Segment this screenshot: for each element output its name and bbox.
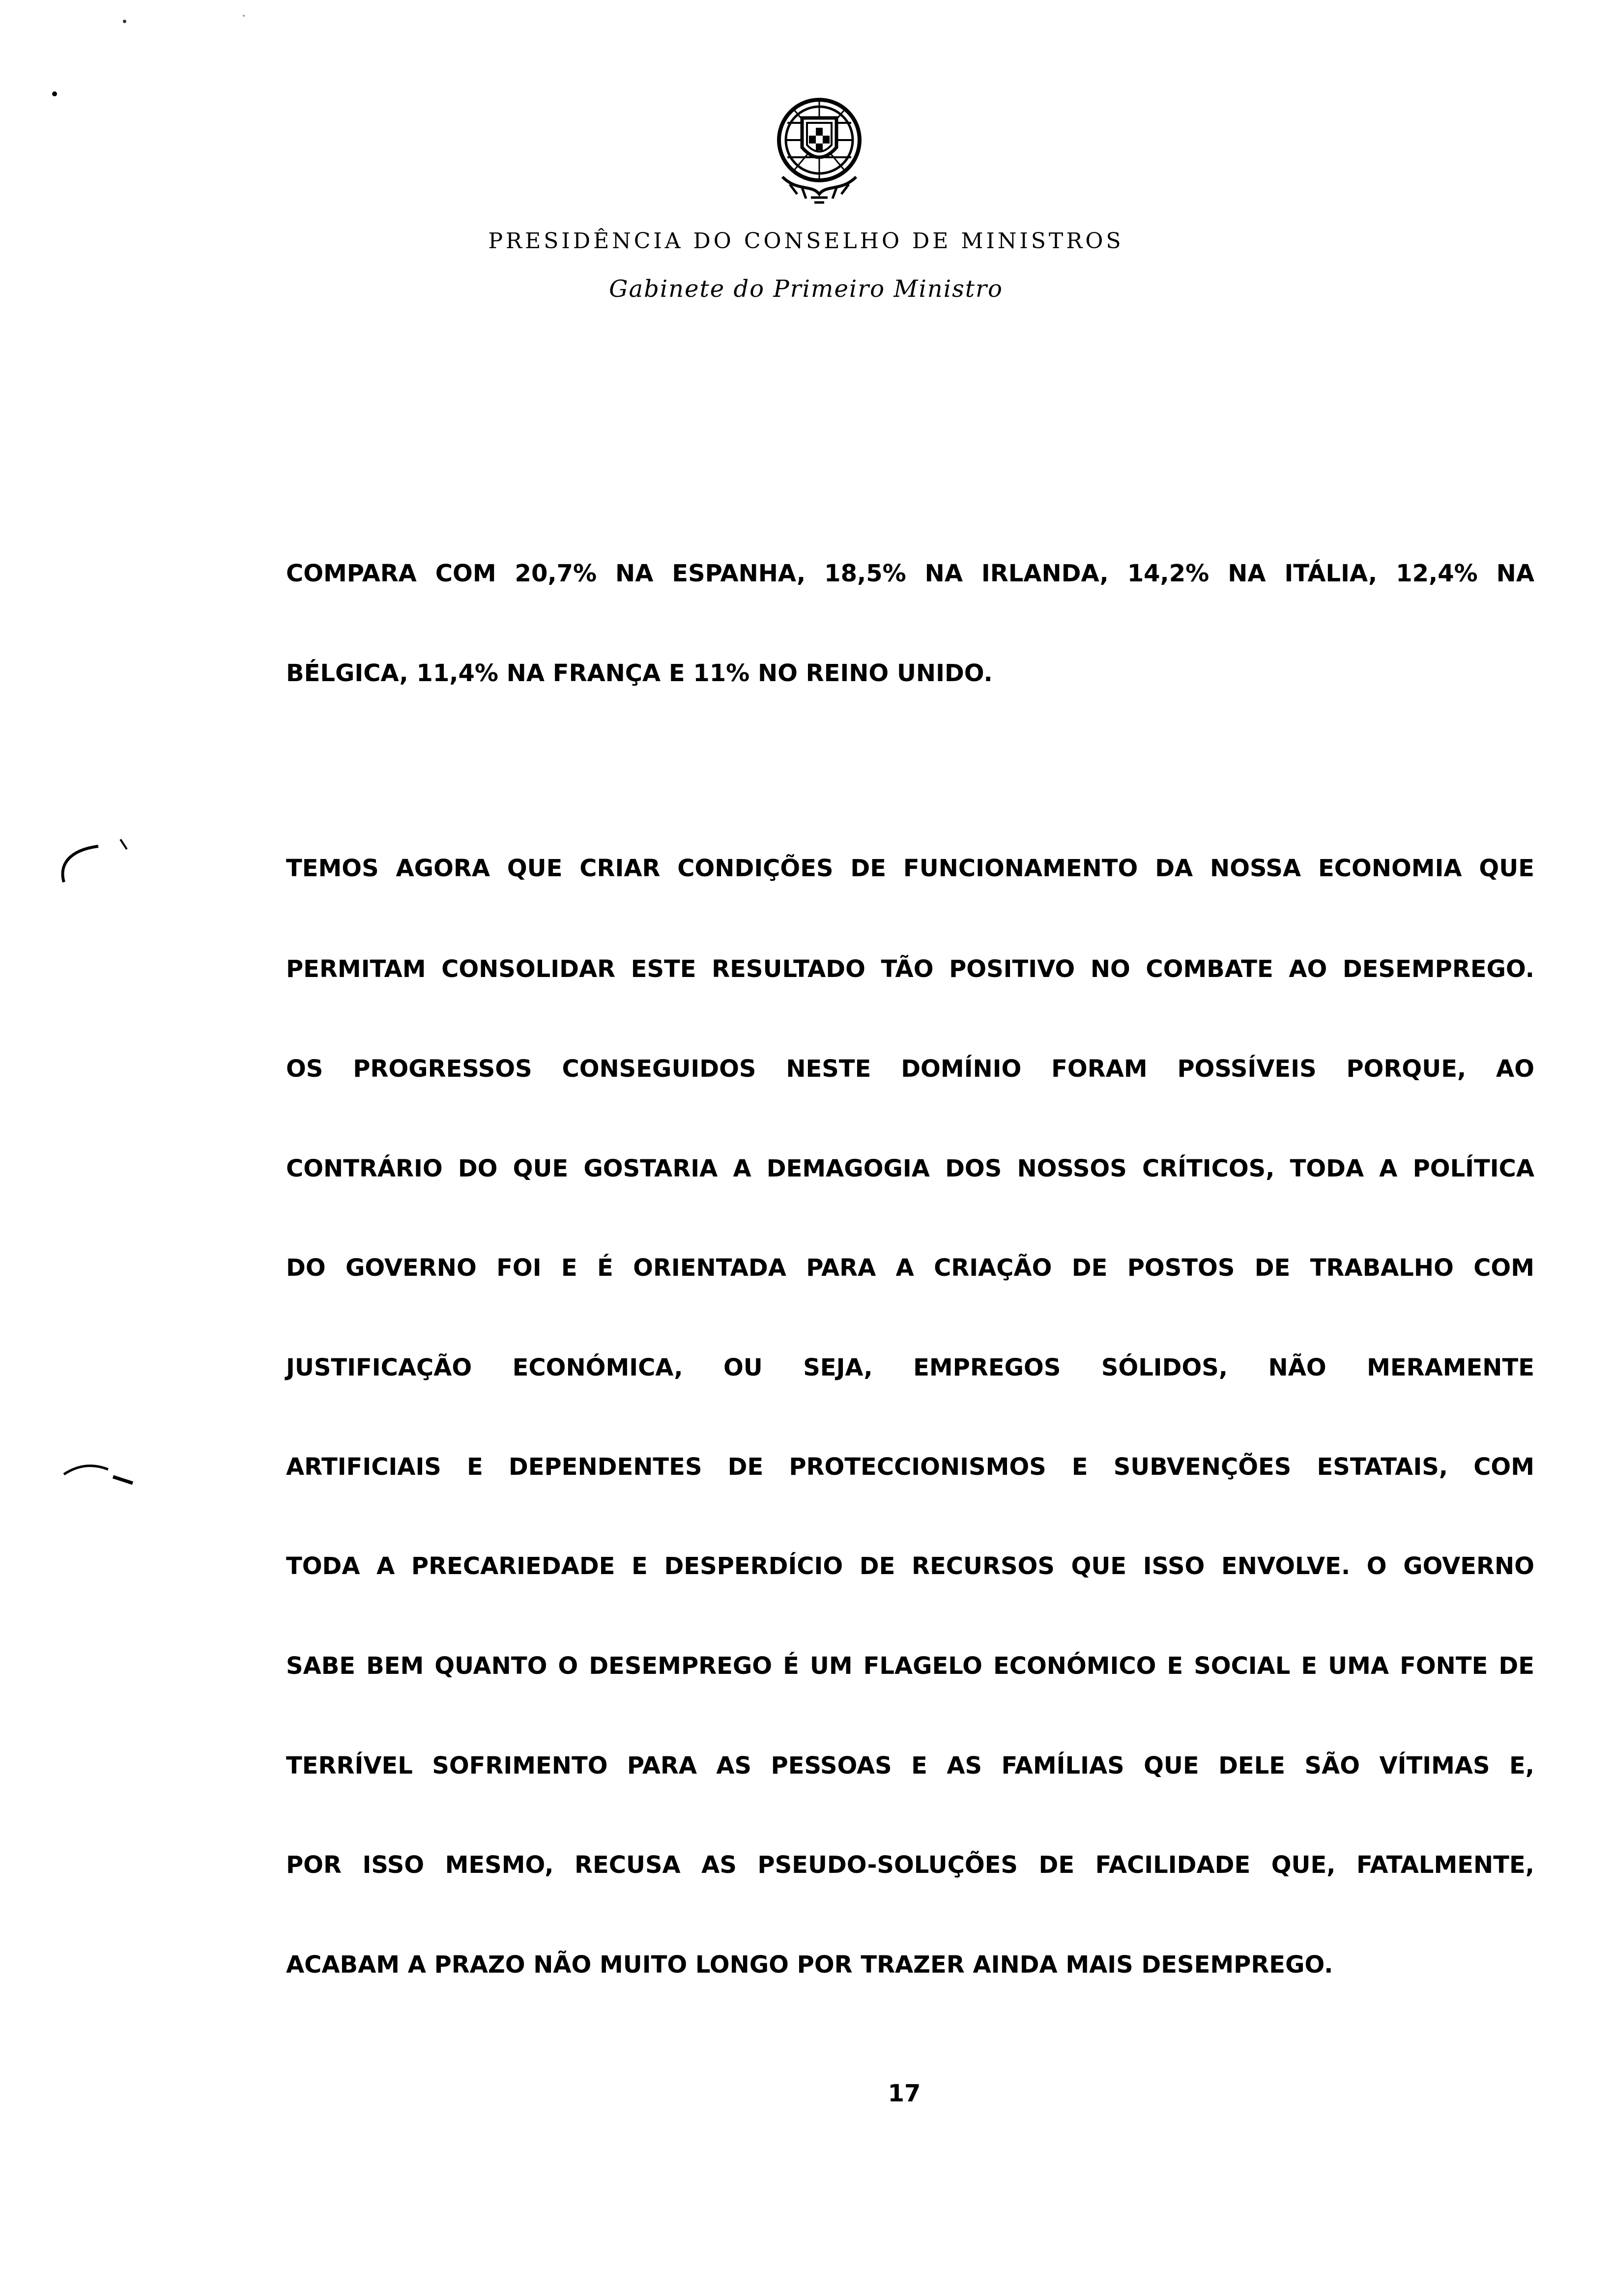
margin-pen-mark bbox=[59, 1450, 138, 1489]
text-line: POR ISSO MESMO, RECUSA AS PSEUDO-SOLUÇÕES DE FACILIDADE QUE, FATALMENTE, bbox=[286, 1851, 1534, 1879]
margin-pen-mark bbox=[49, 835, 133, 890]
text-line: TODA A PRECARIEDADE E DESPERDÍCIO DE RECURSOS QUE ISSO ENVOLVE. O GOVERNO bbox=[286, 1552, 1534, 1580]
text-line: ACABAM A PRAZO NÃO MUITO LONGO POR TRAZER AINDA MAIS DESEMPREGO. bbox=[286, 1951, 1333, 1979]
text-line: OS PROGRESSOS CONSEGUIDOS NESTE DOMÍNIO FORAM POSSÍVEIS PORQUE, AO bbox=[286, 1055, 1534, 1083]
text-line: PERMITAM CONSOLIDAR ESTE RESULTADO TÃO POSITIVO NO COMBATE AO DESEMPREGO. bbox=[286, 955, 1534, 983]
institution-heading: PRESIDÊNCIA DO CONSELHO DE MINISTROS bbox=[488, 229, 1124, 254]
text-line: ARTIFICIAIS E DEPENDENTES DE PROTECCIONISMOS E SUBVENÇÕES ESTATAIS, COM bbox=[286, 1453, 1534, 1481]
office-subheading: Gabinete do Primeiro Ministro bbox=[609, 275, 1003, 303]
page-number: 17 bbox=[888, 2080, 921, 2107]
text-line: COMPARA COM 20,7% NA ESPANHA, 18,5% NA IRLANDA, 14,2% NA ITÁLIA, 12,4% NA bbox=[286, 560, 1534, 587]
text-line: DO GOVERNO FOI E É ORIENTADA PARA A CRIAÇÃO DE POSTOS DE TRABALHO COM bbox=[286, 1254, 1534, 1282]
text-line: BÉLGICA, 11,4% NA FRANÇA E 11% NO REINO UNIDO. bbox=[286, 660, 993, 687]
text-line: TERRÍVEL SOFRIMENTO PARA AS PESSOAS E AS FAMÍLIAS QUE DELE SÃO VÍTIMAS E, bbox=[286, 1752, 1534, 1779]
scan-speck bbox=[123, 20, 126, 23]
scan-speck bbox=[52, 91, 57, 96]
text-line: TEMOS AGORA QUE CRIAR CONDIÇÕES DE FUNCIONAMENTO DA NOSSA ECONOMIA QUE bbox=[286, 855, 1534, 882]
text-line: CONTRÁRIO DO QUE GOSTARIA A DEMAGOGIA DOS NOSSOS CRÍTICOS, TODA A POLÍTICA bbox=[286, 1155, 1534, 1182]
scan-speck bbox=[243, 15, 245, 17]
text-line: JUSTIFICAÇÃO ECONÓMICA, OU SEJA, EMPREGOS SÓLIDOS, NÃO MERAMENTE bbox=[286, 1354, 1534, 1381]
coat-of-arms-emblem bbox=[768, 93, 871, 206]
text-line: SABE BEM QUANTO O DESEMPREGO É UM FLAGELO ECONÓMICO E SOCIAL E UMA FONTE DE bbox=[286, 1652, 1534, 1680]
